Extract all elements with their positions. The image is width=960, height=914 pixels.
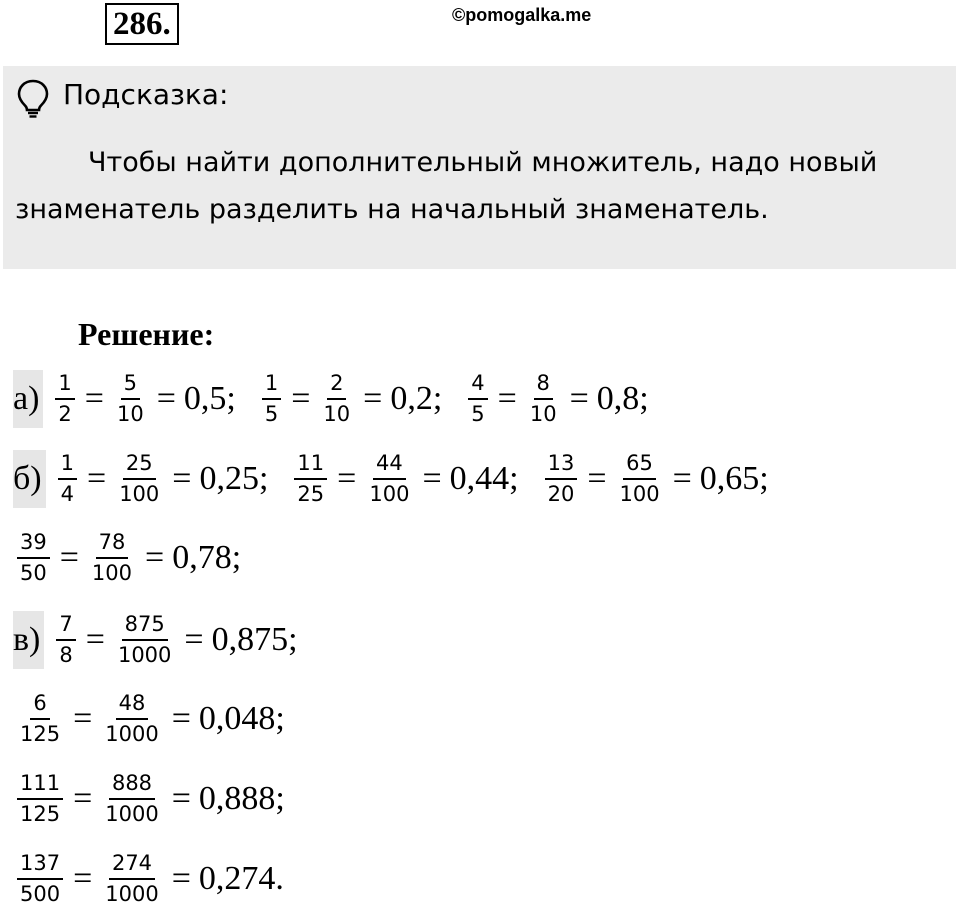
equals-sign: = <box>84 380 104 417</box>
decimal-result: 0,65; <box>699 460 769 497</box>
fraction-expanded <box>114 371 147 427</box>
denominator: 10 <box>529 402 557 426</box>
fraction-original <box>17 851 63 907</box>
numerator: 11 <box>294 451 327 480</box>
numerator: 1 <box>55 371 74 400</box>
fraction-original <box>17 771 63 827</box>
numerator: 25 <box>123 451 156 480</box>
decimal-result: 0,875; <box>211 621 298 658</box>
fraction-expanded <box>102 851 161 907</box>
numerator: 1 <box>262 371 281 400</box>
decimal-result: 0,2; <box>390 380 443 417</box>
equals-sign: = <box>291 380 311 417</box>
fraction-expanded <box>115 612 174 668</box>
fraction-expanded <box>102 771 161 827</box>
numerator: 137 <box>17 851 63 880</box>
part-label: а) <box>13 370 43 428</box>
equals-sign: = <box>172 460 192 497</box>
numerator: 78 <box>96 530 129 559</box>
numerator: 111 <box>17 771 63 800</box>
solution-line <box>13 771 285 827</box>
denominator: 8 <box>59 643 73 667</box>
fraction-original <box>545 451 578 507</box>
equals-sign: = <box>672 460 692 497</box>
fraction-original <box>58 451 77 507</box>
equals-sign: = <box>171 780 191 817</box>
fraction-expanded <box>116 451 162 507</box>
fraction-expanded <box>320 371 353 427</box>
denominator: 1000 <box>105 802 159 826</box>
denominator: 1000 <box>105 882 159 906</box>
denominator: 125 <box>20 802 61 826</box>
numerator: 13 <box>545 451 578 480</box>
equals-sign: = <box>363 380 383 417</box>
equals-sign: = <box>171 700 191 737</box>
denominator: 4 <box>60 482 74 506</box>
numerator: 8 <box>534 371 553 400</box>
solution-line <box>13 611 298 669</box>
decimal-result: 0,44; <box>449 460 519 497</box>
hint-title: Подсказка: <box>63 78 229 111</box>
solution-line <box>13 851 284 907</box>
numerator: 6 <box>30 691 49 720</box>
equals-sign: = <box>156 380 176 417</box>
denominator: 100 <box>91 561 133 585</box>
problem-number: 286. <box>105 3 179 45</box>
equals-sign: = <box>422 460 442 497</box>
numerator: 274 <box>109 851 155 880</box>
denominator: 10 <box>116 402 144 426</box>
solution-line <box>13 450 769 508</box>
solution-title: Решение: <box>78 316 215 352</box>
fraction-original <box>55 371 74 427</box>
denominator: 25 <box>297 482 325 506</box>
equals-sign: = <box>145 539 165 576</box>
numerator: 48 <box>116 691 149 720</box>
numerator: 888 <box>109 771 155 800</box>
solution-line <box>13 691 285 747</box>
numerator: 5 <box>121 371 140 400</box>
fraction-original <box>468 371 487 427</box>
decimal-result: 0,5; <box>183 380 236 417</box>
denominator: 50 <box>20 561 47 585</box>
fraction-original <box>294 451 327 507</box>
equals-sign: = <box>59 539 79 576</box>
solution-line <box>13 530 241 586</box>
denominator: 5 <box>471 402 485 426</box>
denominator: 20 <box>547 482 575 506</box>
denominator: 10 <box>323 402 351 426</box>
denominator: 100 <box>369 482 410 506</box>
numerator: 39 <box>17 530 50 559</box>
denominator: 125 <box>20 722 61 746</box>
lightbulb-icon <box>16 79 50 119</box>
numerator: 65 <box>623 451 656 480</box>
equals-sign: = <box>497 380 517 417</box>
equals-sign: = <box>184 621 204 658</box>
equals-sign: = <box>569 380 589 417</box>
fraction-original <box>56 612 75 668</box>
solution-line <box>13 370 649 428</box>
part-label: б) <box>13 450 46 508</box>
fraction-original <box>262 371 281 427</box>
numerator: 875 <box>122 612 168 641</box>
denominator: 500 <box>20 882 61 906</box>
equals-sign: = <box>73 780 93 817</box>
decimal-result: 0,274. <box>198 860 284 897</box>
equals-sign: = <box>337 460 357 497</box>
fraction-expanded <box>102 691 161 747</box>
equals-sign: = <box>171 860 191 897</box>
denominator: 1000 <box>117 643 172 667</box>
fraction-expanded <box>617 451 663 507</box>
denominator: 1000 <box>105 722 159 746</box>
watermark: ©pomogalka.me <box>452 5 592 25</box>
fraction-original <box>17 530 50 586</box>
equals-sign: = <box>73 860 93 897</box>
numerator: 1 <box>58 451 77 480</box>
decimal-result: 0,25; <box>199 460 269 497</box>
equals-sign: = <box>87 460 107 497</box>
fraction-expanded <box>89 530 135 586</box>
numerator: 2 <box>327 371 346 400</box>
hint-text: Чтобы найти дополнительный множитель, надо новый знаменатель разделить на начальный знаменатель. <box>15 147 878 225</box>
part-label: в) <box>13 611 44 669</box>
decimal-result: 0,888; <box>198 780 285 817</box>
fraction-expanded <box>527 371 560 427</box>
decimal-result: 0,048; <box>198 700 285 737</box>
decimal-result: 0,8; <box>596 380 649 417</box>
fraction-original <box>17 691 63 747</box>
numerator: 4 <box>468 371 487 400</box>
decimal-result: 0,78; <box>172 539 242 576</box>
numerator: 7 <box>56 612 75 641</box>
equals-sign: = <box>587 460 607 497</box>
hint-box <box>3 66 956 269</box>
denominator: 5 <box>264 402 279 426</box>
fraction-expanded <box>366 451 412 507</box>
denominator: 100 <box>619 482 660 506</box>
numerator: 44 <box>373 451 406 480</box>
equals-sign: = <box>73 700 93 737</box>
equals-sign: = <box>85 621 105 658</box>
denominator: 2 <box>58 402 72 426</box>
denominator: 100 <box>119 482 160 506</box>
